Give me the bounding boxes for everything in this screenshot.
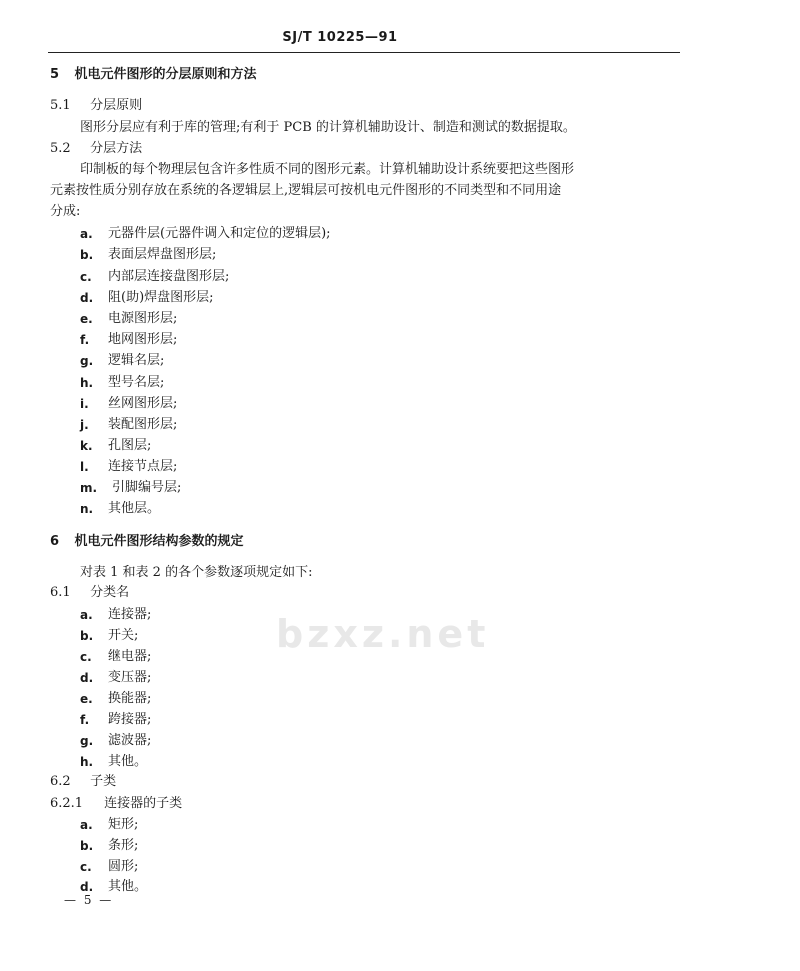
list-item-text: 型号名层; [108, 375, 165, 390]
list-item-letter: d. [80, 671, 94, 685]
section-6-title: 机电元件图形结构参数的规定 [74, 534, 244, 549]
list-item-letter: b. [80, 248, 94, 262]
list-item-text: 变压器; [108, 670, 152, 685]
section-5-number: 5 [50, 67, 60, 82]
list-item-text: 逻辑名层; [108, 353, 165, 368]
list-item-letter: a. [80, 818, 93, 832]
list-item-letter: j. [80, 418, 89, 432]
page-number: — 5 — [64, 893, 114, 907]
section-6-2-title: 子类 [90, 774, 117, 789]
list-item-text: 跨接器; [108, 712, 152, 727]
list-item-letter: k. [80, 439, 93, 453]
list-item-letter: b. [80, 629, 94, 643]
list-item-letter: i. [80, 397, 89, 411]
list-item-text: 孔图层; [108, 438, 152, 453]
section-5-2-number: 5.2 [50, 141, 71, 156]
section-5-1-text: 图形分层应有利于库的管理;有利于 PCB 的计算机辅助设计、制造和测试的数据提取。 [80, 120, 576, 135]
section-6-1-title: 分类名 [90, 585, 130, 600]
list-item-text: 连接节点层; [108, 459, 178, 474]
list-item-text: 其他层。 [108, 501, 161, 516]
section-5-2-para-line1: 印制板的每个物理层包含许多性质不同的图形元素。计算机辅助设计系统要把这些图形 [80, 162, 575, 177]
list-item-text: 其他。 [108, 754, 148, 769]
list-item-text: 引脚编号层; [112, 480, 182, 495]
section-5-title: 机电元件图形的分层原则和方法 [74, 67, 257, 82]
section-5-2-heading [50, 140, 142, 158]
list-item-letter: n. [80, 502, 94, 516]
section-6-intro: 对表 1 和表 2 的各个参数逐项规定如下: [80, 565, 313, 580]
list-item-text: 阻(助)焊盘图形层; [108, 290, 214, 305]
list-item-letter: c. [80, 860, 92, 874]
list-item-letter: f. [80, 333, 90, 347]
section-6-2-number: 6.2 [50, 774, 71, 789]
list-item-text: 装配图形层; [108, 417, 178, 432]
list-item-letter: g. [80, 354, 94, 368]
list-item-text: 丝网图形层; [108, 396, 178, 411]
list-item-letter: b. [80, 839, 94, 853]
list-item-letter: d. [80, 880, 94, 894]
list-item-text: 电源图形层; [108, 311, 178, 326]
list-item-letter: c. [80, 650, 92, 664]
section-6-2-1-title: 连接器的子类 [104, 796, 183, 811]
list-item-text: 矩形; [108, 817, 139, 832]
list-item-letter: f. [80, 713, 90, 727]
list-item-letter: l. [80, 460, 89, 474]
list-item-letter: h. [80, 755, 94, 769]
list-item-text: 开关; [108, 628, 139, 643]
list-item-text: 地网图形层; [108, 332, 178, 347]
list-item-letter: a. [80, 227, 93, 241]
section-6-2-1-heading [50, 795, 182, 813]
section-5-2-para-line2: 元素按性质分别存放在系统的各逻辑层上,逻辑层可按机电元件图形的不同类型和不同用途 [50, 183, 562, 198]
list-item-text: 圆形; [108, 859, 139, 874]
list-item-letter: h. [80, 376, 94, 390]
list-item-text: 滤波器; [108, 733, 152, 748]
list-item-letter: e. [80, 312, 93, 326]
section-6-number: 6 [50, 534, 60, 549]
section-5-1-number: 5.1 [50, 98, 71, 113]
section-6-1-heading [50, 584, 129, 602]
list-item-letter: c. [80, 270, 92, 284]
list-item-text: 元器件层(元器件调入和定位的逻辑层); [108, 226, 331, 241]
section-6-1-number: 6.1 [50, 585, 71, 600]
section-5-2-title: 分层方法 [90, 141, 143, 156]
list-item-letter: m. [80, 481, 98, 495]
watermark: bzxz.net [276, 612, 490, 656]
list-item-text: 内部层连接盘图形层; [108, 269, 230, 284]
list-item-text: 条形; [108, 838, 139, 853]
list-item-letter: a. [80, 608, 93, 622]
list-item-text: 连接器; [108, 607, 152, 622]
section-5-1-heading [50, 97, 142, 115]
header-rule [48, 52, 680, 53]
section-6-heading [50, 533, 244, 551]
list-item-text: 其他。 [108, 879, 148, 894]
section-6-2-1-number: 6.2.1 [50, 796, 84, 811]
section-5-1-title: 分层原则 [90, 98, 143, 113]
list-item-letter: e. [80, 692, 93, 706]
list-item-letter: d. [80, 291, 94, 305]
list-item-text: 换能器; [108, 691, 152, 706]
section-5-2-para-line3: 分成: [50, 204, 81, 219]
list-item-text: 表面层焊盘图形层; [108, 247, 217, 262]
standard-code-header: SJ/T 10225—91 [282, 30, 398, 45]
section-5-heading [50, 66, 257, 84]
list-item-text: 继电器; [108, 649, 152, 664]
section-6-2-heading [50, 773, 116, 791]
list-item-letter: g. [80, 734, 94, 748]
